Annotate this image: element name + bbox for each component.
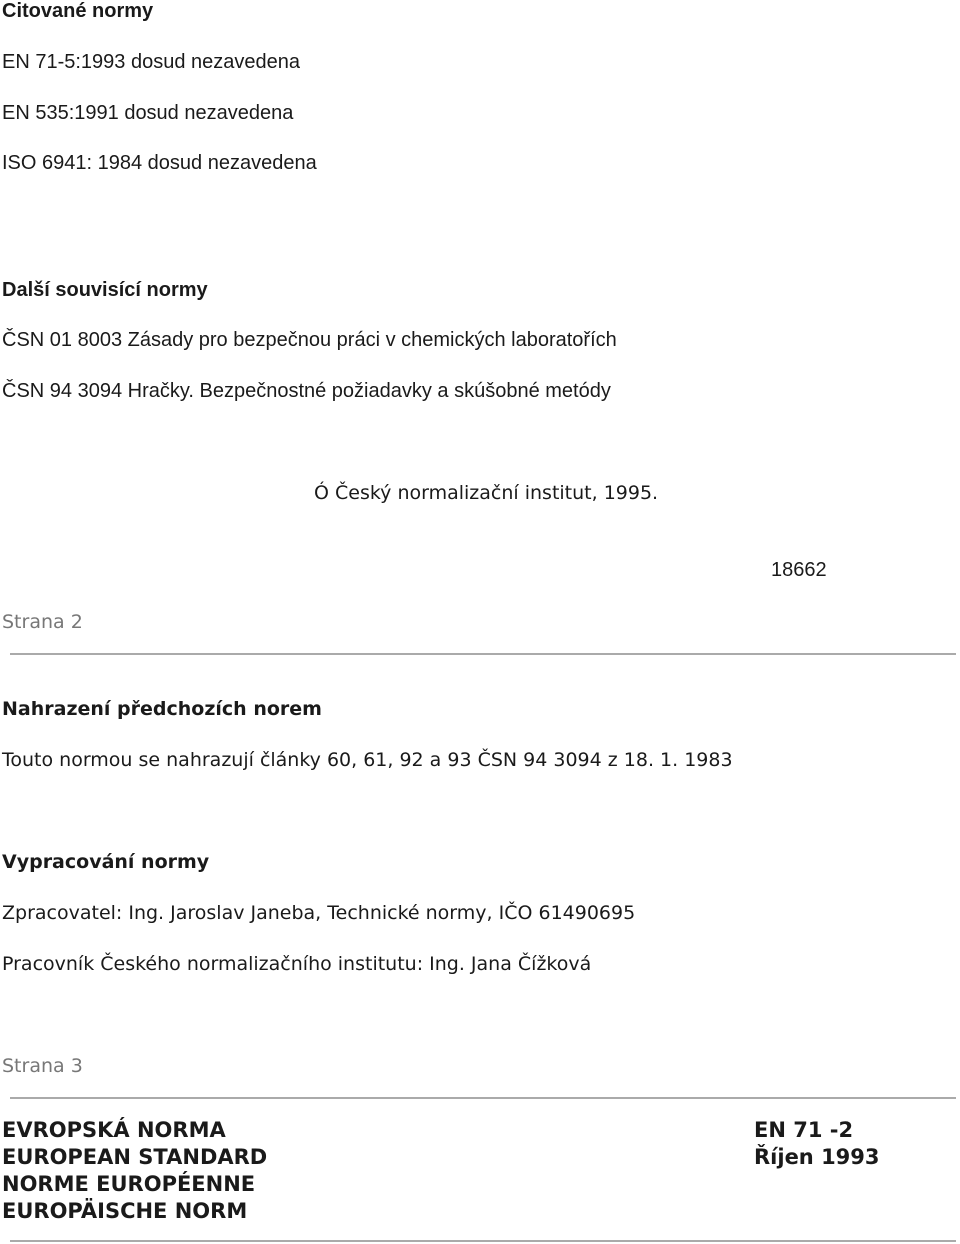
standard-name-fr: NORME EUROPÉENNE: [2, 1172, 256, 1196]
preparation-heading: Vypracování normy: [2, 851, 210, 873]
page-label: Strana 3: [2, 1055, 83, 1077]
page-label: Strana 2: [2, 611, 83, 633]
cited-norm-item: EN 535:1991 dosud nezavedena: [2, 102, 294, 124]
cited-norms-heading: Citované normy: [2, 0, 154, 22]
related-norm-item: ČSN 94 3094 Hračky. Bezpečnostné požiadavky a skúšobné metódy: [2, 380, 611, 402]
replacement-heading: Nahrazení předchozích norem: [2, 698, 322, 720]
preparation-author: Zpracovatel: Ing. Jaroslav Janeba, Technické normy, IČO 61490695: [2, 902, 636, 924]
standard-date: Říjen 1993: [754, 1145, 880, 1169]
page-divider: [10, 1097, 956, 1099]
preparation-institute: Pracovník Českého normalizačního institutu: Ing. Jana Čížková: [2, 953, 592, 975]
copyright-notice: Ó Český normalizační institut, 1995.: [314, 482, 659, 504]
standard-name-en: EUROPEAN STANDARD: [2, 1145, 268, 1169]
document-number: 18662: [771, 559, 827, 581]
page-divider: [10, 1240, 956, 1242]
related-norm-item: ČSN 01 8003 Zásady pro bezpečnou práci v chemických laboratořích: [2, 329, 617, 351]
page-divider: [10, 653, 956, 655]
cited-norm-item: ISO 6941: 1984 dosud nezavedena: [2, 152, 317, 174]
standard-name-de: EUROPÄISCHE NORM: [2, 1199, 248, 1223]
standard-code: EN 71 -2: [754, 1118, 854, 1142]
standard-name-cs: EVROPSKÁ NORMA: [2, 1118, 226, 1142]
replacement-text: Touto normou se nahrazují články 60, 61, 92 a 93 ČSN 94 3094 z 18. 1. 1983: [2, 749, 733, 771]
related-norms-heading: Další souvisící normy: [2, 279, 208, 301]
cited-norm-item: EN 71-5:1993 dosud nezavedena: [2, 51, 301, 73]
